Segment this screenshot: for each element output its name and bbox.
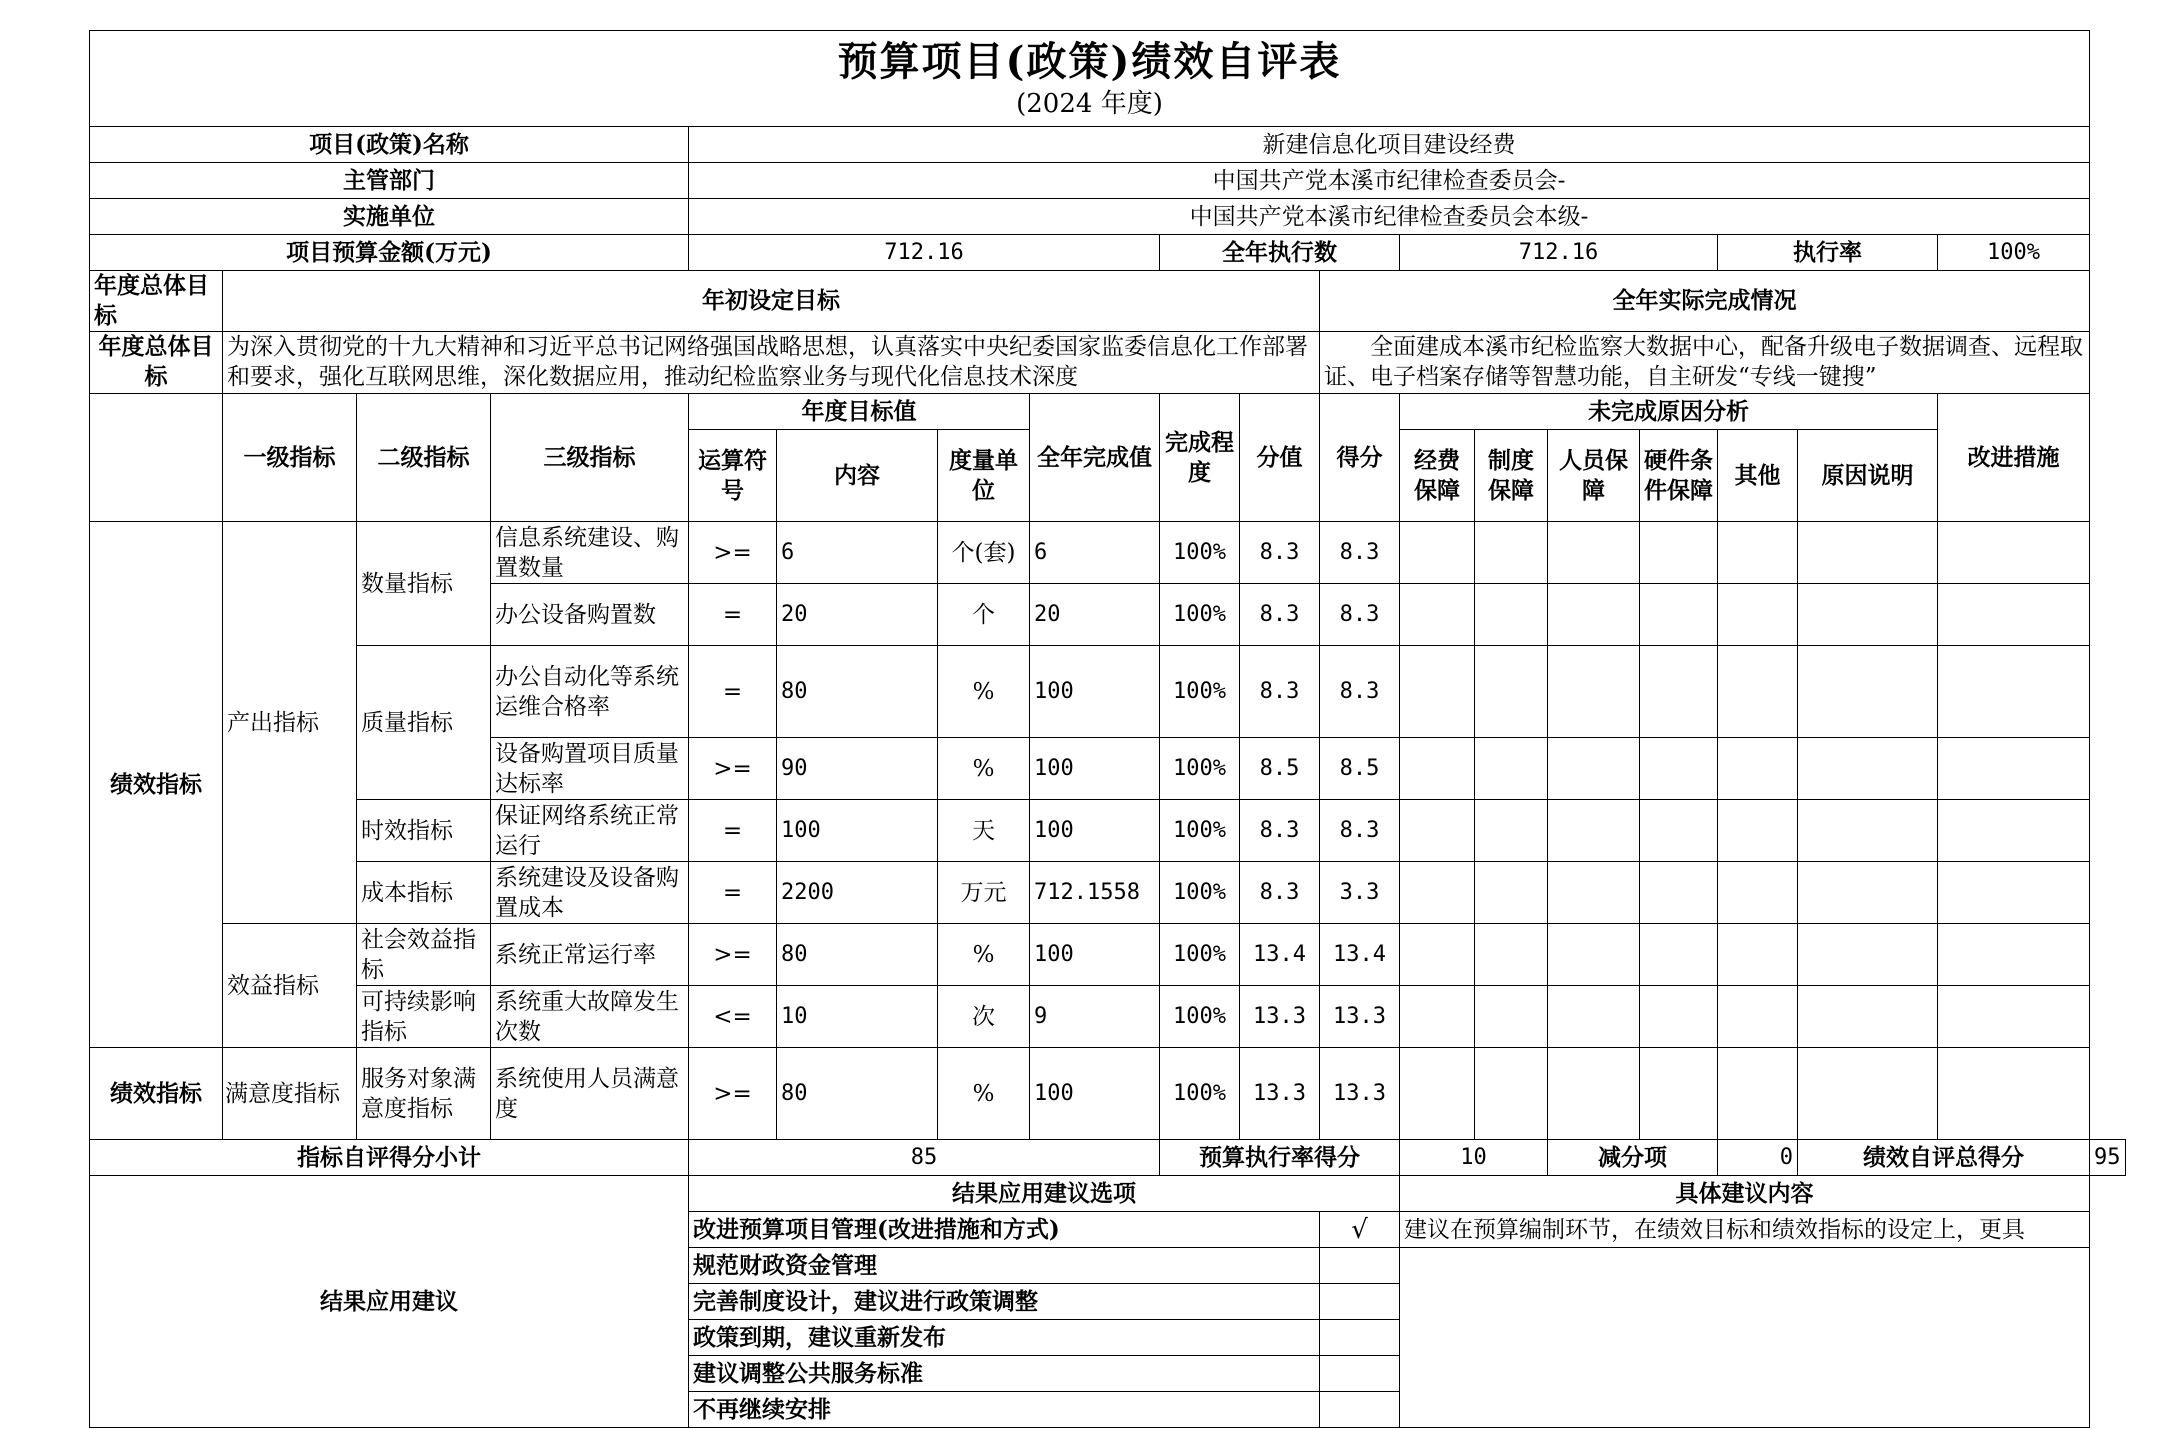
option-check[interactable]: √	[1320, 1212, 1400, 1248]
subtotal-value: 85	[689, 1140, 1160, 1176]
explanation-cell	[1798, 646, 1938, 738]
staff-cell	[1548, 986, 1640, 1048]
initial-goal-text: 为深入贯彻党的十九大精神和习近平总书记网络强国战略思想，认真落实中央纪委国家监委信息化工作部署和要求，强化互联网思维，深化数据应用，推动纪检监察业务与现代化信息技术深度	[223, 332, 1320, 394]
option-check[interactable]	[1320, 1356, 1400, 1392]
table-row	[90, 986, 2126, 1048]
l3-cell: 系统使用人员满意度	[491, 1048, 689, 1140]
op-cell: >=	[689, 522, 777, 584]
option-label: 不再继续安排	[689, 1392, 1320, 1428]
annual-goal-label: 年度总体目标	[90, 271, 223, 332]
score-cell: 8.3	[1320, 584, 1400, 646]
completion-cell: 100%	[1160, 986, 1240, 1048]
form-title: 预算项目(政策)绩效自评表	[837, 38, 1342, 85]
exec-label: 全年执行数	[1160, 235, 1400, 271]
actual-cell: 100	[1030, 800, 1160, 862]
funding-cell	[1400, 646, 1475, 738]
completion-cell: 100%	[1160, 646, 1240, 738]
hardware-cell	[1640, 646, 1718, 738]
unit-header: 度量单位	[938, 430, 1030, 522]
op-cell: <=	[689, 986, 777, 1048]
unit-cell: %	[938, 738, 1030, 800]
funding-cell	[1400, 800, 1475, 862]
option-label: 改进预算项目管理(改进措施和方式)	[689, 1212, 1320, 1248]
unit-label: 实施单位	[90, 199, 689, 235]
improve-cell	[1938, 738, 2090, 800]
funding-header: 经费保障	[1400, 430, 1475, 522]
option-check[interactable]	[1320, 1392, 1400, 1428]
title-block	[90, 31, 2090, 127]
other-cell	[1718, 800, 1798, 862]
other-cell	[1718, 584, 1798, 646]
score-value-header: 分值	[1240, 394, 1320, 522]
l3-cell: 信息系统建设、购置数量	[491, 522, 689, 584]
other-cell	[1718, 522, 1798, 584]
hardware-cell	[1640, 924, 1718, 986]
table-row	[90, 924, 2126, 986]
hardware-cell	[1640, 862, 1718, 924]
actual-result-text: 全面建成本溪市纪检监察大数据中心，配备升级电子数据调查、远程取证、电子档案存储等智慧功能，自主研发“专线一键搜”	[1320, 332, 2090, 394]
funding-cell	[1400, 522, 1475, 584]
rate-value: 100%	[1938, 235, 2090, 271]
total-label: 绩效自评总得分	[1798, 1140, 2090, 1176]
explanation-cell	[1798, 800, 1938, 862]
explanation-cell	[1798, 738, 1938, 800]
cost-label: 成本指标	[357, 862, 491, 924]
value-cell: 8.3	[1240, 522, 1320, 584]
funding-cell	[1400, 986, 1475, 1048]
hardware-cell	[1640, 738, 1718, 800]
content-cell: 100	[777, 800, 938, 862]
staff-cell	[1548, 800, 1640, 862]
score-cell: 8.3	[1320, 522, 1400, 584]
improve-header: 改进措施	[1938, 394, 2090, 522]
actual-cell: 6	[1030, 522, 1160, 584]
completion-cell: 100%	[1160, 862, 1240, 924]
actual-cell: 9	[1030, 986, 1160, 1048]
actual-cell: 712.1558	[1030, 862, 1160, 924]
content-header: 内容	[777, 430, 938, 522]
self-evaluation-form	[89, 30, 2126, 1428]
subtotal-label: 指标自评得分小计	[90, 1140, 689, 1176]
total-value: 95	[2090, 1140, 2126, 1176]
unit-cell: 天	[938, 800, 1030, 862]
value-cell: 8.5	[1240, 738, 1320, 800]
dept-label: 主管部门	[90, 163, 689, 199]
system-cell	[1475, 646, 1548, 738]
content-cell: 90	[777, 738, 938, 800]
system-cell	[1475, 738, 1548, 800]
other-cell	[1718, 1048, 1798, 1140]
improve-cell	[1938, 584, 2090, 646]
quantity-label: 数量指标	[357, 522, 491, 646]
funding-cell	[1400, 1048, 1475, 1140]
initial-goal-header: 年初设定目标	[223, 271, 1320, 332]
content-cell: 6	[777, 522, 938, 584]
funding-cell	[1400, 584, 1475, 646]
explanation-cell	[1798, 522, 1938, 584]
improve-cell	[1938, 1048, 2090, 1140]
actual-cell: 100	[1030, 924, 1160, 986]
other-cell	[1718, 986, 1798, 1048]
social-label: 社会效益指标	[357, 924, 491, 986]
system-cell	[1475, 800, 1548, 862]
actual-cell: 20	[1030, 584, 1160, 646]
unit-cell: %	[938, 924, 1030, 986]
content-cell: 10	[777, 986, 938, 1048]
unit-cell: %	[938, 1048, 1030, 1140]
op-cell: =	[689, 862, 777, 924]
option-label: 建议调整公共服务标准	[689, 1356, 1320, 1392]
other-cell	[1718, 738, 1798, 800]
hardware-cell	[1640, 800, 1718, 862]
completion-cell: 100%	[1160, 522, 1240, 584]
value-cell: 13.3	[1240, 986, 1320, 1048]
level3-header: 三级指标	[491, 394, 689, 522]
improve-cell	[1938, 800, 2090, 862]
table-row	[90, 862, 2126, 924]
quality-label: 质量指标	[357, 646, 491, 800]
table-row	[90, 1048, 2126, 1140]
op-cell: =	[689, 646, 777, 738]
hardware-header: 硬件条件保障	[1640, 430, 1718, 522]
staff-cell	[1548, 738, 1640, 800]
benefit-label: 效益指标	[223, 924, 357, 1048]
system-cell	[1475, 986, 1548, 1048]
value-cell: 8.3	[1240, 646, 1320, 738]
value-cell: 13.4	[1240, 924, 1320, 986]
other-cell	[1718, 862, 1798, 924]
option-check[interactable]	[1320, 1248, 1400, 1284]
funding-cell	[1400, 738, 1475, 800]
l3-cell: 系统正常运行率	[491, 924, 689, 986]
system-cell	[1475, 924, 1548, 986]
content-cell: 80	[777, 646, 938, 738]
actual-result-header: 全年实际完成情况	[1320, 271, 2090, 332]
staff-cell	[1548, 522, 1640, 584]
hardware-cell	[1640, 986, 1718, 1048]
other-cell	[1718, 646, 1798, 738]
l3-cell: 设备购置项目质量达标率	[491, 738, 689, 800]
project-name-value: 新建信息化项目建设经费	[689, 127, 2090, 163]
completion-header: 完成程度	[1160, 394, 1240, 522]
other-header: 其他	[1718, 430, 1798, 522]
value-cell: 8.3	[1240, 584, 1320, 646]
budget-value: 712.16	[689, 235, 1160, 271]
content-cell: 20	[777, 584, 938, 646]
option-label: 规范财政资金管理	[689, 1248, 1320, 1284]
system-cell	[1475, 1048, 1548, 1140]
l3-cell: 系统建设及设备购置成本	[491, 862, 689, 924]
completion-cell: 100%	[1160, 584, 1240, 646]
hardware-cell	[1640, 584, 1718, 646]
score-cell: 8.3	[1320, 646, 1400, 738]
suggestion-blank	[1400, 1248, 2090, 1428]
op-cell: >=	[689, 924, 777, 986]
score-cell: 13.3	[1320, 1048, 1400, 1140]
operator-header: 运算符号	[689, 430, 777, 522]
results-label: 结果应用建议	[90, 1176, 689, 1428]
option-label: 政策到期，建议重新发布	[689, 1320, 1320, 1356]
staff-header: 人员保障	[1548, 430, 1640, 522]
op-cell: >=	[689, 738, 777, 800]
score-header: 得分	[1320, 394, 1400, 522]
perf-header-blank	[90, 394, 223, 522]
budget-score-label: 预算执行率得分	[1160, 1140, 1400, 1176]
content-header: 具体建议内容	[1400, 1176, 2090, 1212]
budget-label: 项目预算金额(万元)	[90, 235, 689, 271]
options-header: 结果应用建议选项	[689, 1176, 1400, 1212]
content-cell: 80	[777, 1048, 938, 1140]
score-cell: 13.3	[1320, 986, 1400, 1048]
content-cell: 80	[777, 924, 938, 986]
unit-cell: 个(套)	[938, 522, 1030, 584]
explanation-cell	[1798, 584, 1938, 646]
system-cell	[1475, 522, 1548, 584]
value-cell: 8.3	[1240, 800, 1320, 862]
option-check[interactable]	[1320, 1320, 1400, 1356]
actual-cell: 100	[1030, 646, 1160, 738]
form-year: (2024 年度)	[1016, 89, 1163, 119]
unit-cell: 次	[938, 986, 1030, 1048]
hardware-cell	[1640, 1048, 1718, 1140]
staff-cell	[1548, 646, 1640, 738]
system-header: 制度保障	[1475, 430, 1548, 522]
other-cell	[1718, 924, 1798, 986]
improve-cell	[1938, 522, 2090, 584]
deduct-value: 0	[1718, 1140, 1798, 1176]
system-cell	[1475, 862, 1548, 924]
improve-cell	[1938, 646, 2090, 738]
level1-header: 一级指标	[223, 394, 357, 522]
l3-cell: 办公设备购置数	[491, 584, 689, 646]
staff-cell	[1548, 924, 1640, 986]
perf-group-label-2: 绩效指标	[90, 1048, 223, 1140]
explanation-cell	[1798, 924, 1938, 986]
table-row	[90, 800, 2126, 862]
timeliness-label: 时效指标	[357, 800, 491, 862]
staff-cell	[1548, 862, 1640, 924]
rate-label: 执行率	[1718, 235, 1938, 271]
service-label: 服务对象满意度指标	[357, 1048, 491, 1140]
op-cell: >=	[689, 1048, 777, 1140]
value-cell: 8.3	[1240, 862, 1320, 924]
level2-header: 二级指标	[357, 394, 491, 522]
explanation-cell	[1798, 986, 1938, 1048]
op-cell: =	[689, 584, 777, 646]
score-cell: 8.3	[1320, 800, 1400, 862]
unit-cell: %	[938, 646, 1030, 738]
score-cell: 3.3	[1320, 862, 1400, 924]
score-cell: 13.4	[1320, 924, 1400, 986]
staff-cell	[1548, 1048, 1640, 1140]
l3-cell: 保证网络系统正常运行	[491, 800, 689, 862]
staff-cell	[1548, 584, 1640, 646]
dept-value: 中国共产党本溪市纪律检查委员会-	[689, 163, 2090, 199]
suggestion-text: 建议在预算编制环节，在绩效目标和绩效指标的设定上，更具	[1400, 1212, 2090, 1248]
l3-cell: 办公自动化等系统运维合格率	[491, 646, 689, 738]
unit-value: 中国共产党本溪市纪律检查委员会本级-	[689, 199, 2090, 235]
exec-value: 712.16	[1400, 235, 1718, 271]
l3-cell: 系统重大故障发生次数	[491, 986, 689, 1048]
funding-cell	[1400, 924, 1475, 986]
completion-cell: 100%	[1160, 800, 1240, 862]
annual-target-header: 年度目标值	[689, 394, 1030, 430]
completion-cell: 100%	[1160, 924, 1240, 986]
option-label: 完善制度设计，建议进行政策调整	[689, 1284, 1320, 1320]
deduct-label: 减分项	[1548, 1140, 1718, 1176]
system-cell	[1475, 584, 1548, 646]
score-cell: 8.5	[1320, 738, 1400, 800]
improve-cell	[1938, 986, 2090, 1048]
sustain-label: 可持续影响指标	[357, 986, 491, 1048]
content-cell: 2200	[777, 862, 938, 924]
output-label: 产出指标	[223, 522, 357, 924]
hardware-cell	[1640, 522, 1718, 584]
actual-cell: 100	[1030, 1048, 1160, 1140]
completion-cell: 100%	[1160, 1048, 1240, 1140]
annual-goal-label-2: 年度总体目标	[90, 332, 223, 394]
unit-cell: 个	[938, 584, 1030, 646]
improve-cell	[1938, 862, 2090, 924]
explanation-cell	[1798, 862, 1938, 924]
unit-cell: 万元	[938, 862, 1030, 924]
explanation-cell	[1798, 1048, 1938, 1140]
budget-score-value: 10	[1400, 1140, 1548, 1176]
perf-group-label: 绩效指标	[90, 522, 223, 1048]
completion-cell: 100%	[1160, 738, 1240, 800]
actual-value-header: 全年完成值	[1030, 394, 1160, 522]
option-check[interactable]	[1320, 1284, 1400, 1320]
explanation-header: 原因说明	[1798, 430, 1938, 522]
project-name-label: 项目(政策)名称	[90, 127, 689, 163]
op-cell: =	[689, 800, 777, 862]
improve-cell	[1938, 924, 2090, 986]
satisfaction-label: 满意度指标	[223, 1048, 357, 1140]
reason-group-header: 未完成原因分析	[1400, 394, 1938, 430]
value-cell: 13.3	[1240, 1048, 1320, 1140]
actual-cell: 100	[1030, 738, 1160, 800]
table-row	[90, 522, 2126, 584]
evaluation-table	[89, 30, 2126, 1428]
funding-cell	[1400, 862, 1475, 924]
table-row	[90, 646, 2126, 738]
